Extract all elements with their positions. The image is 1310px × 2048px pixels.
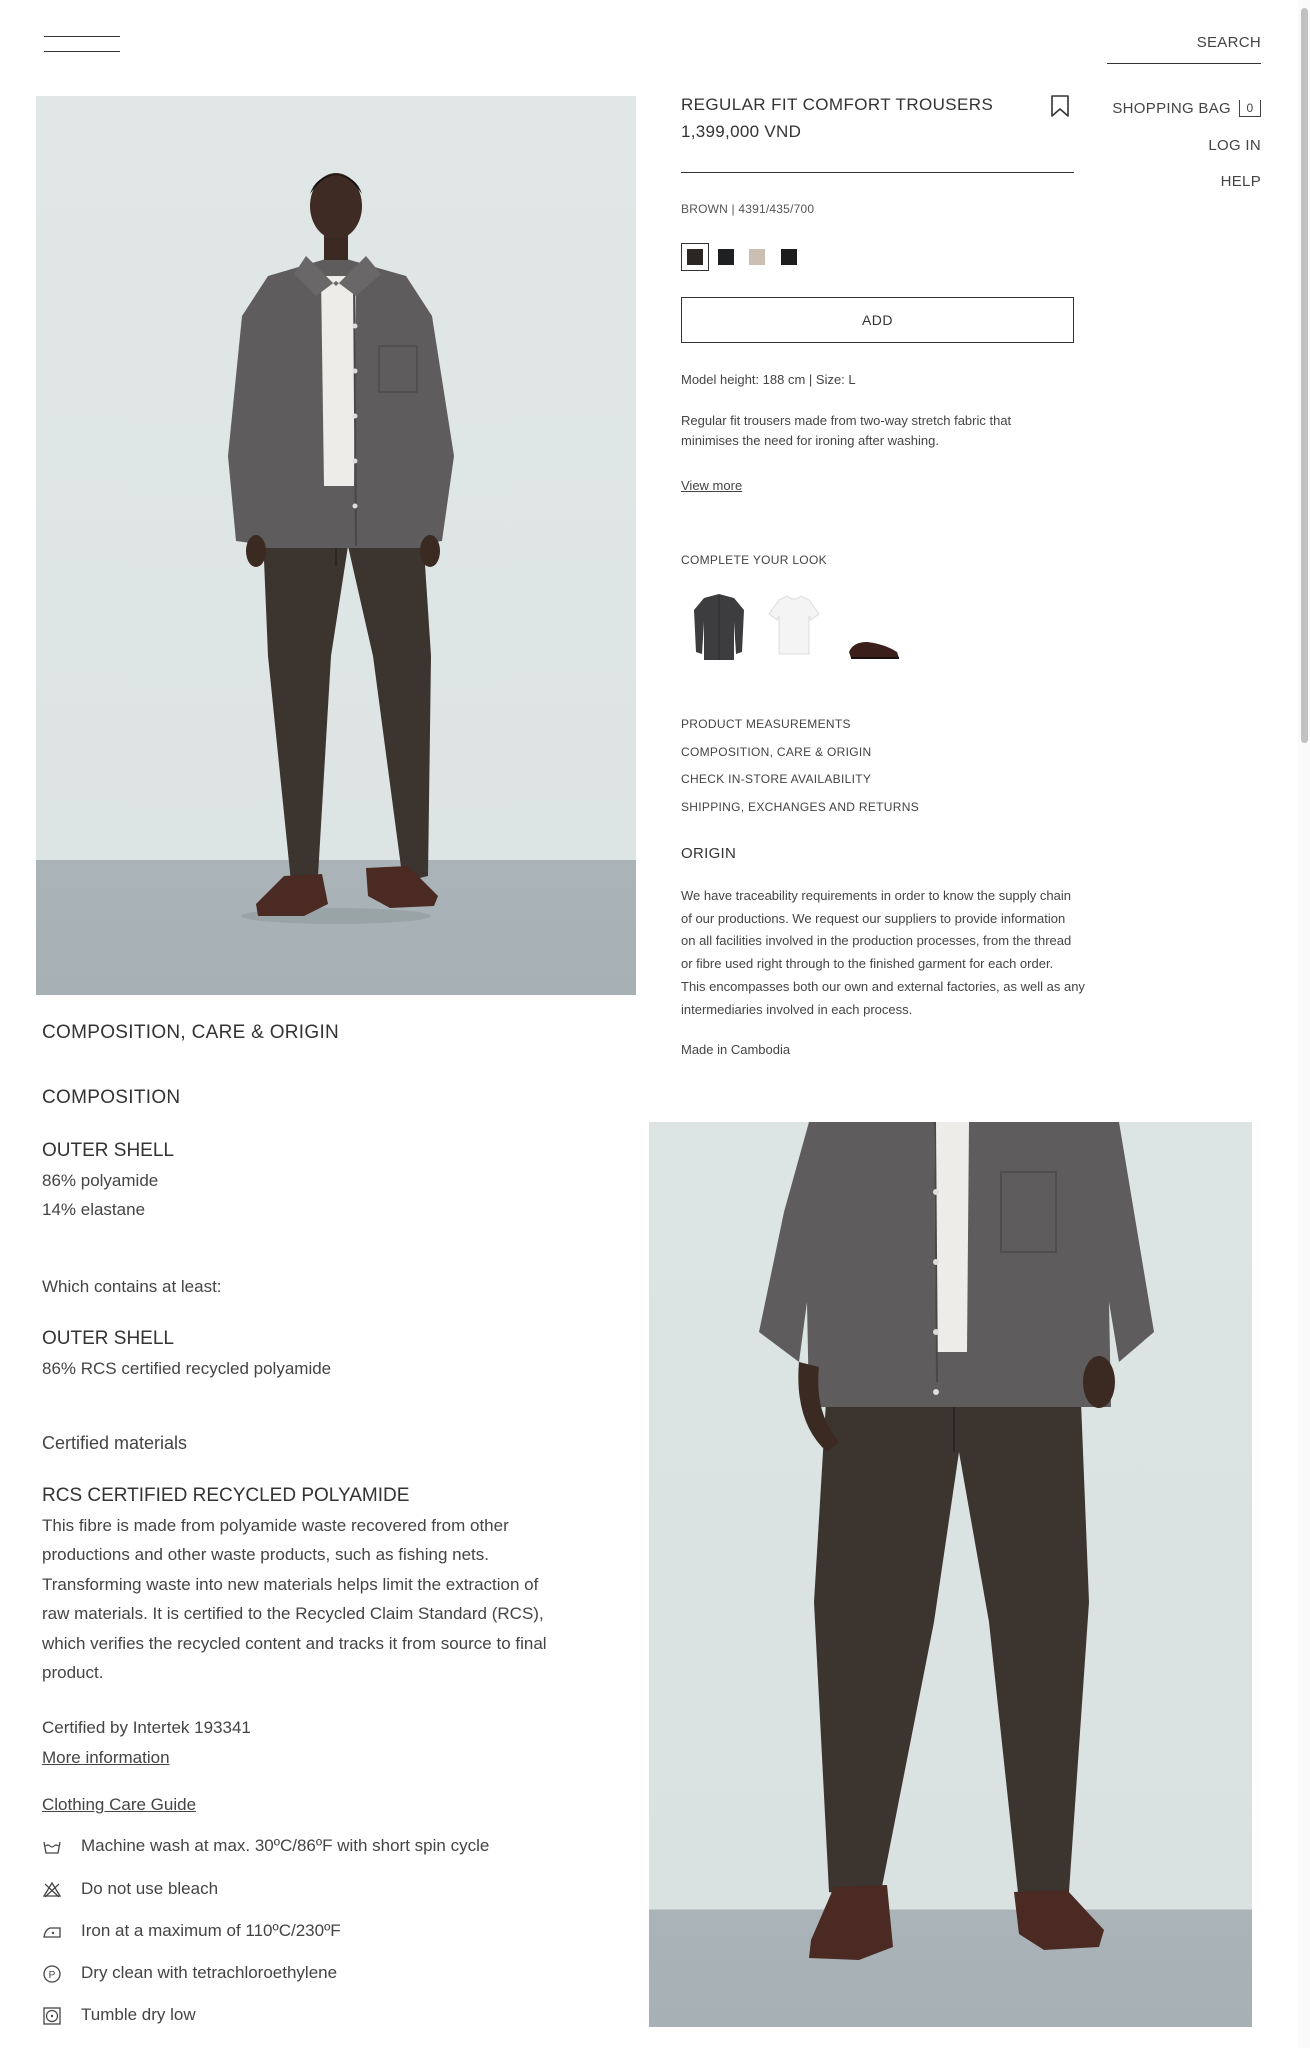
wash-icon [42,1837,62,1857]
bag-count-badge: 0 [1239,100,1261,117]
color-swatch-3[interactable] [749,249,765,265]
menu-icon[interactable] [44,33,120,57]
rcs-line: which verifies the recycled content and tracks it from source to final [42,1633,547,1653]
origin-line: We have traceability requirements in order to know the supply chain [681,888,1071,903]
view-more-link[interactable]: View more [681,478,743,493]
product-price: 1,399,000 VND [681,122,802,141]
login-link[interactable]: LOG IN [1208,137,1261,154]
rcs-heading: RCS CERTIFIED RECYCLED POLYAMIDE [42,1485,410,1506]
complete-look-label: COMPLETE YOUR LOOK [681,553,827,567]
certification-block [42,1713,251,1772]
look-item-tshirt[interactable] [765,592,823,664]
product-image-detail[interactable] [649,1122,1252,2027]
composition-subheading: COMPOSITION [42,1087,181,1108]
color-swatch-4[interactable] [781,249,797,265]
shopping-bag-link[interactable] [1112,100,1261,117]
svg-text:P: P [48,1970,56,1981]
care-text: Dry clean with tetrachloroethylene [81,1963,338,1982]
composition-block [42,1136,622,1225]
look-item-loafers[interactable] [845,600,903,672]
product-title: REGULAR FIT COMFORT TROUSERS [681,95,994,114]
divider [681,172,1074,173]
made-in: Made in Cambodia [681,1042,791,1057]
outer-shell-label: OUTER SHELL [42,1328,174,1349]
shipping-returns-link[interactable]: SHIPPING, EXCHANGES AND RETURNS [681,800,920,814]
product-measurements-link[interactable]: PRODUCT MEASUREMENTS [681,717,851,731]
composition-care-link[interactable]: COMPOSITION, CARE & ORIGIN [681,745,872,759]
scrollbar-thumb[interactable] [1301,8,1308,743]
origin-line: or fibre used right through to the finished garment for each order. [681,956,1054,972]
no-bleach-icon [42,1880,62,1900]
add-to-bag-button[interactable]: ADD [681,297,1074,343]
rcs-line: This fibre is made from polyamide waste recovered from other [42,1515,509,1535]
color-reference: BROWN | 4391/435/700 [681,202,815,216]
origin-heading: ORIGIN [681,845,737,862]
product-description-line-2: minimises the need for ironing after washing. [681,433,939,448]
care-text: Machine wash at max. 30ºC/86ºF with short spin cycle [81,1836,490,1855]
material-polyamide: 86% polyamide [42,1170,159,1190]
iron-icon [42,1922,62,1942]
origin-line: of our productions. We request our suppliers to provide information [681,910,1066,926]
color-swatch-2[interactable] [718,249,734,265]
rcs-line: productions and other waste products, such as fishing nets. [42,1545,489,1564]
care-text: Iron at a maximum of 110ºC/230ºF [81,1921,341,1940]
rcs-block [42,1481,632,1688]
outer-shell-label: OUTER SHELL [42,1140,174,1161]
rcs-line: raw materials. It is certified to the Recycled Claim Standard (RCS), [42,1604,544,1623]
recycled-block [42,1324,622,1383]
more-information-link[interactable]: More information [42,1747,170,1767]
contains-at-least-label: Which contains at least: [42,1277,222,1296]
shopping-bag-label: SHOPPING BAG [1112,100,1231,117]
rcs-line: product. [42,1663,104,1682]
product-image-main[interactable] [36,96,636,995]
model-detail-image [649,1122,1252,2027]
model-info: Model height: 188 cm | Size: L [681,372,856,387]
care-text: Tumble dry low [81,2005,196,2024]
search-button[interactable] [1107,34,1261,64]
product-description-line-1: Regular fit trousers made from two-way stretch fabric that [681,413,1012,428]
bookmark-icon[interactable] [1049,94,1071,118]
rcs-line: Transforming waste into new materials helps limit the extraction of [42,1574,539,1594]
origin-text [681,885,1151,1021]
care-text: Do not use bleach [81,1879,219,1898]
check-store-availability-link[interactable]: CHECK IN-STORE AVAILABILITY [681,772,872,786]
dry-clean-icon [42,1964,62,1984]
certified-materials-heading: Certified materials [42,1433,188,1453]
model-full-figure-image [36,96,636,995]
material-recycled-polyamide: 86% RCS certified recycled polyamide [42,1358,332,1378]
look-item-shirt[interactable] [690,592,748,664]
origin-line: This encompasses both our own and external factories, as well as any [681,978,1085,994]
origin-line: on all facilities involved in the production processes, from the thread [681,933,1072,949]
color-swatch-brown[interactable] [681,243,709,271]
origin-line: intermediaries involved in each process. [681,1001,913,1017]
tumble-dry-icon [42,2006,62,2026]
certified-by: Certified by Intertek 193341 [42,1718,251,1737]
clothing-care-guide-link[interactable]: Clothing Care Guide [42,1795,197,1814]
search-label: SEARCH [1196,34,1261,51]
composition-care-heading: COMPOSITION, CARE & ORIGIN [42,1022,340,1043]
help-link[interactable]: HELP [1220,173,1261,190]
material-elastane: 14% elastane [42,1200,146,1219]
